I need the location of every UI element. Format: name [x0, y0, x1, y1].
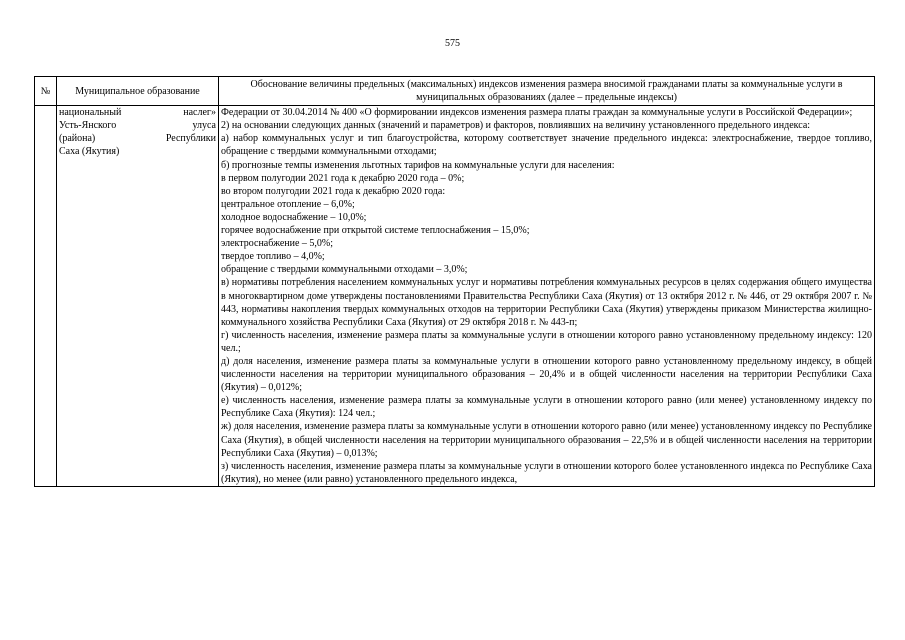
- paragraph: твердое топливо – 4,0%;: [221, 251, 325, 263]
- paragraph: центральное отопление – 6,0%;: [221, 198, 355, 210]
- indices-table: [34, 76, 875, 487]
- municipality-line: национальный наслег»: [59, 107, 216, 119]
- header-justification: Обоснование величины предельных (максимальных) индексов изменения размера вносимой гражданами платы за коммунальные услуги в муниципальных образованиях (далее – предельные индексы): [219, 77, 875, 106]
- paragraph: во втором полугодии 2021 года к декабрю 2020 года:: [221, 185, 446, 197]
- table-row: [35, 106, 875, 487]
- justification-cell: [219, 106, 875, 487]
- page-number: 575: [445, 38, 460, 49]
- table-header-row: [35, 77, 875, 106]
- paragraph: в) нормативы потребления населением коммунальных услуг и нормативы потребления коммунальных ресурсов в целях содержания общего имущества в многоквартирном доме утверждены постановлениями Правительства Республики Саха (Якутия) от 13 октября 2012 г. № 446, от 29 октября 2007 г. № 443, нормативы накопления твердых коммунальных отходов на территории Республики Саха (Якутия) утверждены приказом Министерства жилищно-коммунального хозяйства Республики Саха (Якутия) от 29 октября 2018 г. № 443-п;: [221, 277, 872, 328]
- paragraph: ж) доля населения, изменение размера платы за коммунальные услуги в отношении которого равно (или менее) установленному индексу по Республике Саха (Якутия), в общей численности населения на территории муниципального образования – 22,5% и в общей численности населения на территории Республики Саха (Якутия) – 0,013%;: [221, 421, 872, 459]
- paragraph: Федерации от 30.04.2014 № 400 «О формировании индексов изменения размера платы граждан за коммунальные услуги в Российской Федерации»;: [221, 107, 853, 119]
- paragraph: а) набор коммунальных услуг и тип благоустройства, которому соответствует значение предельного индекса: электроснабжение, твердое топливо, обращение с твердыми коммунальными отходами;: [221, 133, 872, 158]
- municipality-line: (района) Республики: [59, 133, 216, 145]
- municipality-line: Усть-Янского улуса: [59, 120, 216, 132]
- paragraph: е) численность населения, изменение размера платы за коммунальные услуги в отношении которого равно (или менее) установленному индексу по Республике Саха (Якутия): 124 чел.;: [221, 395, 872, 420]
- paragraph: г) численность населения, изменение размера платы за коммунальные услуги в отношении которого равно установленному предельному индексу: 120 чел.;: [221, 329, 872, 354]
- paragraph: холодное водоснабжение – 10,0%;: [221, 211, 367, 223]
- header-municipality: Муниципальное образование: [57, 77, 219, 106]
- municipality-line: Саха (Якутия): [59, 146, 120, 158]
- paragraph: обращение с твердыми коммунальными отходами – 3,0%;: [221, 264, 468, 276]
- paragraph: 2) на основании следующих данных (значений и параметров) и факторов, повлиявших на величину установленного предельного индекса:: [221, 120, 811, 132]
- paragraph: з) численность населения, изменение размера платы за коммунальные услуги в отношении которого более установленного индекса по Республике Саха (Якутия), но менее (или равно) установленного предельного индекса,: [221, 460, 872, 485]
- paragraph: горячее водоснабжение при открытой системе теплоснабжения – 15,0%;: [221, 225, 530, 237]
- row-number-cell: [35, 106, 57, 487]
- paragraph: б) прогнозные темпы изменения льготных тарифов на коммунальные услуги для населения:: [221, 159, 615, 171]
- paragraph: электроснабжение – 5,0%;: [221, 238, 334, 250]
- header-number: №: [35, 77, 57, 106]
- municipality-cell: [57, 106, 219, 487]
- paragraph: д) доля населения, изменение размера платы за коммунальные услуги в отношении которого равно установленному предельному индексу, в общей численности населения на территории муниципального образования – 20,4% и в общей численности населения на территории Республики Саха (Якутия) – 0,012%;: [221, 355, 872, 394]
- paragraph: в первом полугодии 2021 года к декабрю 2020 года – 0%;: [221, 172, 465, 184]
